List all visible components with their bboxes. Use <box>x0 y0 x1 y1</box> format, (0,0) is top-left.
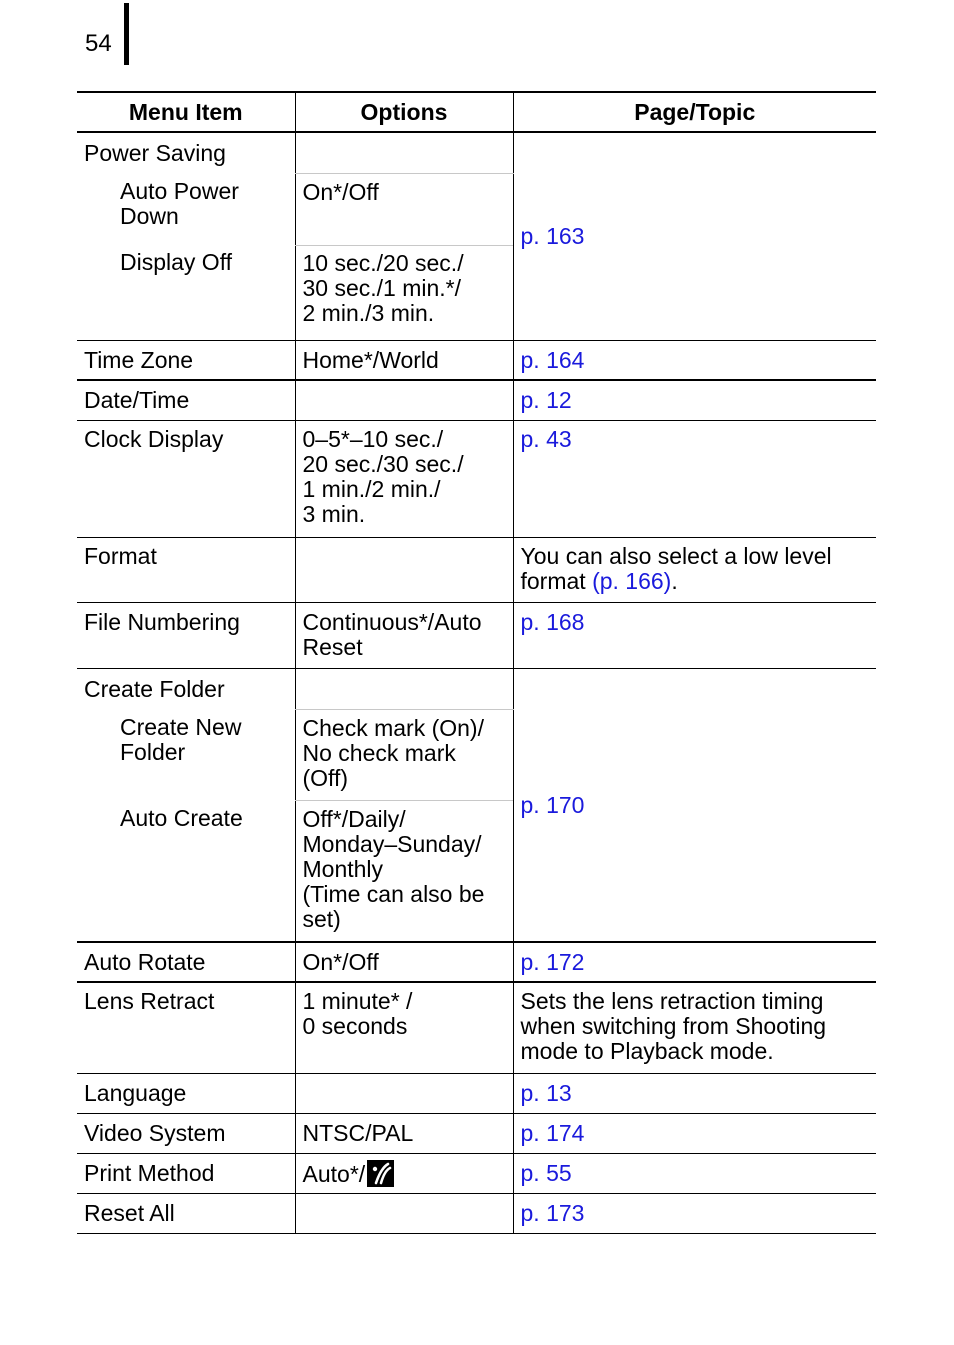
table-row <box>77 1074 876 1114</box>
menu-item-reset-all: Reset All <box>77 1194 295 1234</box>
table-row <box>77 1154 876 1194</box>
menu-item-date-time: Date/Time <box>77 380 295 421</box>
menu-item-display-off: Display Off <box>77 245 295 341</box>
page-link-create-folder[interactable]: p. 170 <box>513 669 876 943</box>
menu-item-clock-display: Clock Display <box>77 421 295 538</box>
page-topic-lens-retract: Sets the lens retraction timing when switching from Shooting mode to Playback mode. <box>513 982 876 1074</box>
table-row <box>77 1114 876 1154</box>
menu-item-print-method: Print Method <box>77 1154 295 1194</box>
table-row <box>77 1194 876 1234</box>
page-link-clock-display[interactable]: p. 43 <box>513 421 876 538</box>
menu-item-time-zone: Time Zone <box>77 341 295 381</box>
page-link-file-numbering[interactable]: p. 168 <box>513 603 876 669</box>
table-row <box>77 341 876 381</box>
page-link-date-time[interactable]: p. 12 <box>513 380 876 421</box>
options-lens-retract: 1 minute* / 0 seconds <box>295 982 513 1074</box>
options-video-system: NTSC/PAL <box>295 1114 513 1154</box>
options-clock-display: 0–5*–10 sec./ 20 sec./30 sec./ 1 min./2 min./ 3 min. <box>295 421 513 538</box>
page-number-bar <box>124 3 129 65</box>
options-display-off: 10 sec./20 sec./ 30 sec./1 min.*/ 2 min./3 min. <box>295 245 513 341</box>
menu-item-lens-retract: Lens Retract <box>77 982 295 1074</box>
menu-item-format: Format <box>77 538 295 603</box>
page-link-power-saving[interactable]: p. 163 <box>513 132 876 341</box>
page-link-format[interactable]: (p. 166) <box>592 568 672 594</box>
page-link-video-system[interactable]: p. 174 <box>513 1114 876 1154</box>
menu-settings-table <box>77 91 876 1234</box>
header-options: Options <box>295 92 513 132</box>
table-row <box>77 132 876 173</box>
options-print-method: Auto*/ <box>295 1154 513 1194</box>
page-number: 54 <box>85 30 112 57</box>
options-auto-create: Off*/Daily/ Monday–Sunday/ Monthly (Time can also be set) <box>295 800 513 942</box>
page-link-auto-rotate[interactable]: p. 172 <box>513 942 876 982</box>
options-time-zone: Home*/World <box>295 341 513 381</box>
page-link-reset-all[interactable]: p. 173 <box>513 1194 876 1234</box>
header-page-topic: Page/Topic <box>513 92 876 132</box>
table-header-row <box>77 92 876 132</box>
page-link-language[interactable]: p. 13 <box>513 1074 876 1114</box>
page-topic-format: You can also select a low level format (p. 166). <box>513 538 876 603</box>
table-row <box>77 982 876 1074</box>
menu-item-create-new-folder: Create New Folder <box>120 714 242 765</box>
table-row <box>77 603 876 669</box>
menu-item-file-numbering: File Numbering <box>77 603 295 669</box>
table-row <box>77 538 876 603</box>
table-row <box>77 942 876 982</box>
table-row <box>77 669 876 710</box>
menu-item-auto-create: Auto Create <box>77 800 295 942</box>
options-auto-power-down: On*/Off <box>295 173 513 245</box>
page-link-time-zone[interactable]: p. 164 <box>513 341 876 381</box>
page-link-print-method[interactable]: p. 55 <box>513 1154 876 1194</box>
options-file-numbering: Continuous*/Auto Reset <box>295 603 513 669</box>
menu-item-language: Language <box>77 1074 295 1114</box>
table-row <box>77 380 876 421</box>
table-row <box>77 421 876 538</box>
options-auto-rotate: On*/Off <box>295 942 513 982</box>
menu-item-auto-rotate: Auto Rotate <box>77 942 295 982</box>
menu-item-create-folder: Create Folder <box>84 675 225 702</box>
menu-item-auto-power-down: Auto Power Down <box>120 178 239 229</box>
menu-item-power-saving: Power Saving <box>84 139 226 166</box>
menu-item-video-system: Video System <box>77 1114 295 1154</box>
pictbridge-icon <box>367 1160 394 1187</box>
options-create-new-folder: Check mark (On)/ No check mark (Off) <box>295 709 513 800</box>
header-menu-item: Menu Item <box>77 92 295 132</box>
